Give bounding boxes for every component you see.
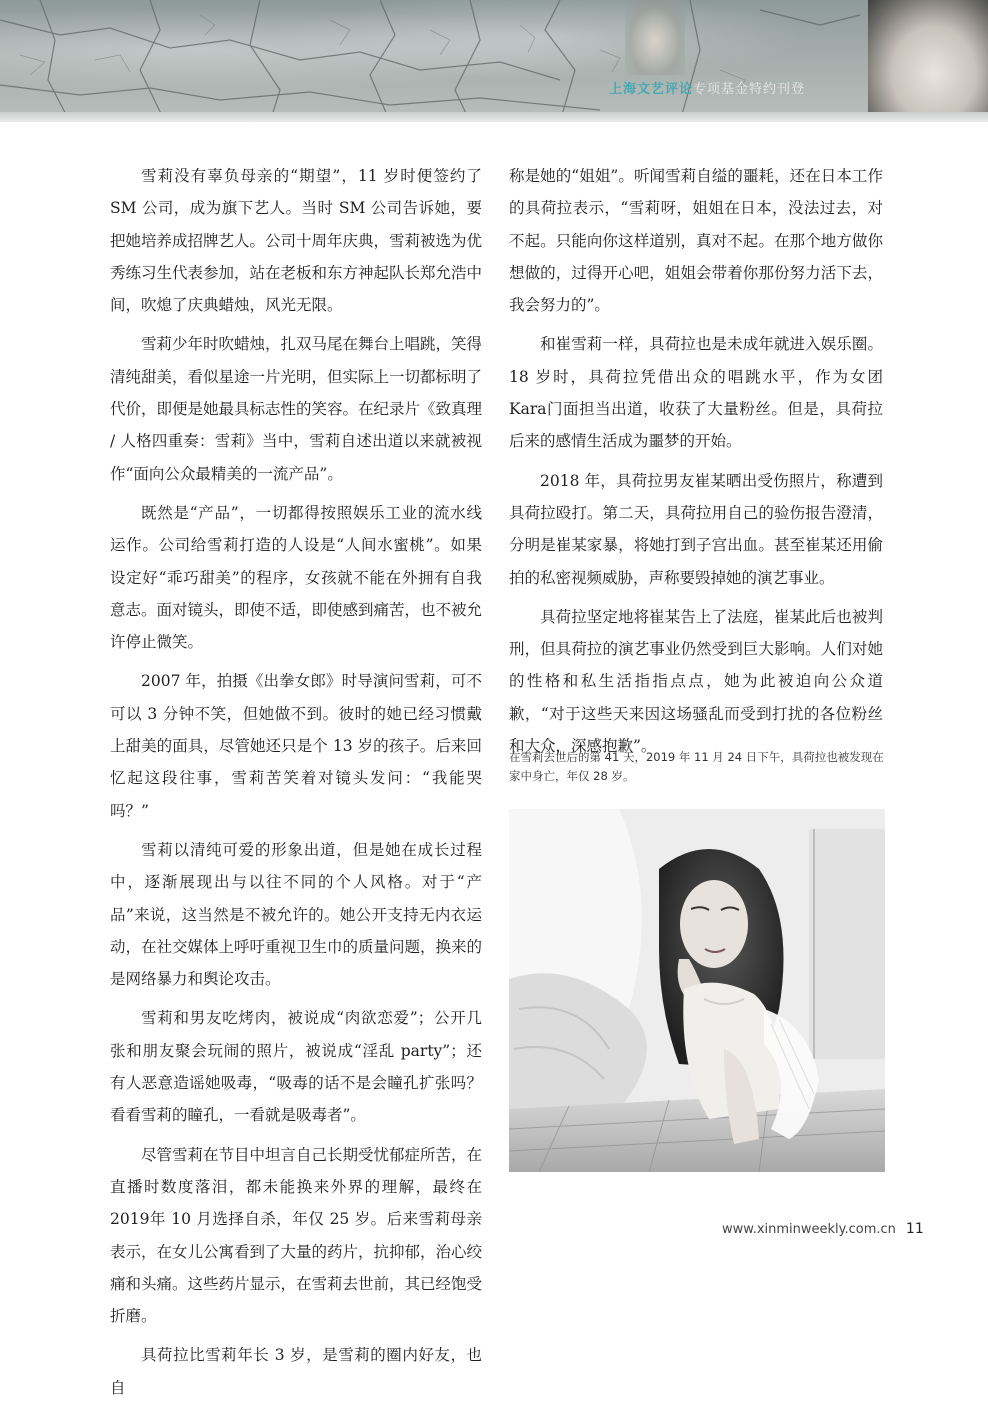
column-label-sub: 专项基金特约刊登	[693, 82, 806, 97]
paragraph: 雪莉以清纯可爱的形象出道，但是她在成长过程中，逐渐展现出与以往不同的个人风格。对于“产品”来说，这当然是不被允许的。她公开支持无内衣运动，在社交媒体上呼吁重视卫生巾的质量问题，换来的是网络暴力和舆论攻击。	[110, 840, 483, 989]
paragraph: 称是她的“姐姐”。听闻雪莉自缢的噩耗，还在日本工作的具荷拉表示，“雪莉呀，姐姐在日本，没法过去，对不起。只能向你这样道别，真对不起。在那个地方做你想做的，过得开心吧，姐姐会带着你那份努力活下去，我会努力的”。	[509, 167, 883, 315]
header-banner	[0, 0, 988, 122]
column-label	[609, 78, 805, 97]
portrait-photo	[509, 809, 885, 1172]
portrait-illustration	[509, 809, 885, 1172]
paragraph: 具荷拉比雪莉年长 3 岁，是雪莉的圈内好友，也自	[110, 1346, 482, 1397]
photo-caption: 在雪莉去世后的第 41 天，2019 年 11 月 24 日下午，具荷拉也被发现在家中身亡，年仅 28 岁。	[509, 750, 884, 783]
page-number: 11	[905, 1221, 924, 1237]
column-label-main: 上海文艺评论	[609, 82, 694, 97]
paragraph: 2007 年，拍摄《出拳女郎》时导演问雪莉，可不可以 3 分钟不笑，但她做不到。彼时的她已经习惯戴上甜美的面具，尽管她还只是个 13 岁的孩子。后来回忆起这段往事，雪莉苦笑着对镜头发问：“我能哭吗？”	[110, 672, 482, 820]
paragraph: 既然是“产品”，一切都得按照娱乐工业的流水线运作。公司给雪莉打造的人设是“人间水蜜桃”。如果设定好“乖巧甜美”的程序，女孩就不能在外拥有自我意志。面对镜头，即使不适，即使感到痛苦，也不被允许停止微笑。	[110, 503, 483, 652]
website-url: www.xinminweekly.com.cn	[722, 1222, 896, 1237]
paragraph: 雪莉没有辜负母亲的“期望”，11 岁时便签约了SM 公司，成为旗下艺人。当时 SM 公司告诉她，要把她培养成招牌艺人。公司十周年庆典，雪莉被选为优秀练习生代表参加，站在老板和东方神起队长郑允浩中间，吹熄了庆典蜡烛，风光无限。	[110, 167, 483, 315]
paragraph: 2018 年，具荷拉男友崔某晒出受伤照片，称遭到具荷拉殴打。第二天，具荷拉用自己的验伤报告澄清，分明是崔某家暴，将她打到子宫出血。甚至崔某还用偷拍的私密视频威胁，声称要毁掉她的演艺事业。	[509, 471, 883, 587]
paragraph: 和崔雪莉一样，具荷拉也是未成年就进入娱乐圈。18 岁时，具荷拉凭借出众的唱跳水平，作为女团 Kara门面担当出道，收获了大量粉丝。但是，具荷拉后来的感情生活成为噩梦的开始。	[509, 335, 883, 451]
paragraph: 尽管雪莉在节目中坦言自己长期受忧郁症所苦，在直播时数度落泪，都未能换来外界的理解，最终在 2019年 10 月选择自杀，年仅 25 岁。后来雪莉母亲表示，在女儿公寓看到了大量的药片，抗抑郁，治心绞痛和头痛。这些药片显示，在雪莉去世前，其已经饱受折磨。	[110, 1145, 483, 1326]
portrait-decoration	[868, 0, 988, 122]
left-column	[110, 160, 482, 1411]
header-divider	[0, 112, 988, 122]
faded-portrait-decoration	[625, 0, 685, 75]
page-footer	[722, 1221, 924, 1237]
right-column	[509, 160, 883, 769]
paragraph: 雪莉少年时吹蜡烛，扎双马尾在舞台上唱跳，笑得清纯甜美，看似星途一片光明，但实际上一切都标明了代价，即便是她最具标志性的笑容。在纪录片《致真理 / 人格四重奏：雪莉》当中，雪莉自述出道以来就被视作“面向公众最精美的一流产品”。	[110, 335, 483, 483]
paragraph: 雪莉和男友吃烤肉，被说成“肉欲恋爱”；公开几张和朋友聚会玩闹的照片，被说成“淫乱 party”；还有人恶意造谣她吸毒，“吸毒的话不是会瞳孔扩张吗？看看雪莉的瞳孔，一看就是吸毒者”。	[110, 1009, 482, 1125]
cracked-texture-decoration	[0, 0, 988, 122]
paragraph: 具荷拉坚定地将崔某告上了法庭，崔某此后也被判刑，但具荷拉的演艺事业仍然受到巨大影响。人们对她的性格和私生活指指点点，她为此被迫向公众道歉，“对于这些天来因这场骚乱而受到打扰的各位粉丝和大众，深感抱歉”。	[509, 607, 883, 756]
